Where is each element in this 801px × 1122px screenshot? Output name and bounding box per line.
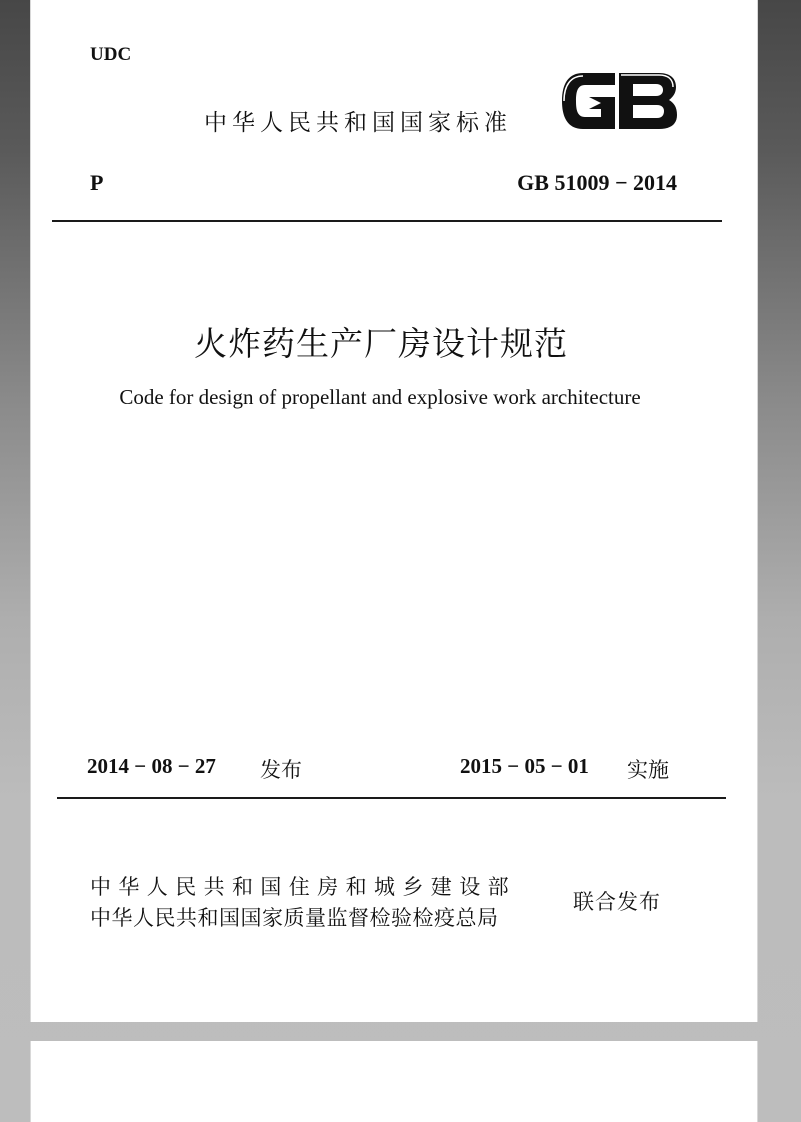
implementation-date: 2015 − 05 − 01 [460,754,589,778]
title-english: Code for design of propellant and explosive work architecture [119,385,641,409]
udc-label: UDC [90,44,132,65]
document-page-1 [31,0,757,1022]
national-standard-heading: 中华人民共和国国家标准 [204,110,512,136]
issue-label: 发布 [260,758,302,782]
issue-date: 2014 − 08 − 27 [87,754,216,778]
header-divider [52,220,722,222]
gb-logo-icon [559,69,679,133]
date-divider [57,797,726,799]
issuer-ministry-housing: 中华人民共和国住房和城乡建设部 [90,875,516,899]
joint-release-label: 联合发布 [573,890,661,914]
category-code: P [90,170,104,195]
standard-number: GB 51009 − 2014 [517,170,677,195]
issuer-aqsiq: 中华人民共和国国家质量监督检验检疫总局 [90,906,499,930]
document-page-2 [31,1041,757,1122]
title-chinese: 火炸药生产厂房设计规范 [194,327,568,363]
implementation-label: 实施 [627,758,669,782]
